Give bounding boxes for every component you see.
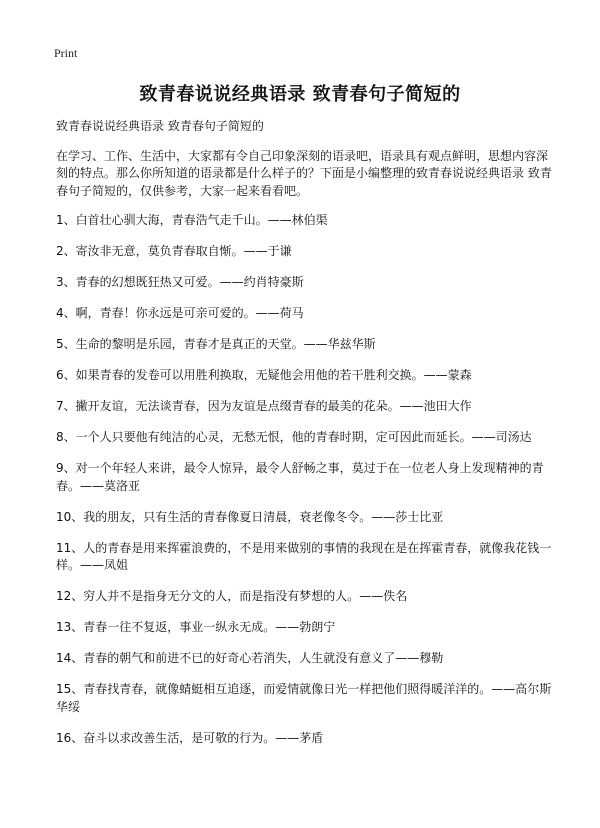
quote-item: 5、生命的黎明是乐园，青春才是真正的天堂。——华兹华斯: [56, 337, 376, 351]
quote-item: 8、一个人只要他有纯洁的心灵，无愁无恨，他的青春时期，定可因此而延长。——司汤达: [56, 430, 532, 444]
quote-item: 15、青春找青春，就像蜻蜓相互追逐，而爱情就像日光一样把他们照得暖洋洋的。——高尔斯华绥: [56, 682, 552, 714]
article-intro: 在学习、工作、生活中，大家都有令自己印象深刻的语录吧，语录具有观点鲜明，思想内容深刻的特点。那么你所知道的语录都是什么样子的？下面是小编整理的致青春说说经典语录 致青春句子简短的，仅供参考，大家一起来看看吧。: [56, 148, 552, 198]
quote-item: 10、我的朋友，只有生活的青春像夏日清晨，衰老像冬令。——莎士比亚: [56, 509, 444, 524]
quote-item: 6、如果青春的发卷可以用胜利换取，无疑他会用他的若干胜利交换。——蒙森: [56, 368, 472, 382]
article-body: [56, 118, 556, 761]
print-link[interactable]: Print: [54, 46, 78, 60]
quote-item: 13、青春一往不复返，事业一纵永无成。——勃朗宁: [56, 620, 336, 634]
page-title: 致青春说说经典语录 致青春句子简短的: [139, 84, 461, 105]
quote-list: [56, 212, 556, 747]
quote-item: 11、人的青春是用来挥霍浪费的，不是用来做别的事情的我现在是在挥霍青春，就像我花钱一样。——凤姐: [56, 540, 552, 572]
quote-item: 7、撇开友谊，无法谈青春，因为友谊是点缀青春的最美的花朵。——池田大作: [56, 399, 472, 413]
article-subtitle: 致青春说说经典语录 致青春句子简短的: [56, 119, 264, 133]
quote-item: 1、白首壮心驯大海，青春浩气走千山。——林伯渠: [56, 213, 328, 227]
quote-item: 2、寄汝非无意，莫负青春取自惭。——于谦: [56, 244, 292, 258]
quote-item: 9、对一个年轻人来讲，最令人惊异，最令人舒畅之事，莫过于在一位老人身上发现精神的青春。——莫洛亚: [56, 461, 544, 493]
quote-item: 4、啊，青春！你永远是可亲可爱的。——荷马: [56, 306, 304, 320]
quote-item: 14、青春的朝气和前进不已的好奇心若消失，人生就没有意义了——穆勒: [56, 651, 444, 665]
quote-item: 12、穷人并不是指身无分文的人，而是指没有梦想的人。——佚名: [56, 589, 408, 603]
quote-item: 16、奋斗以求改善生活，是可敬的行为。——茅盾: [56, 730, 324, 745]
quote-item: 3、青春的幻想既狂热又可爱。——约肖特豪斯: [56, 275, 304, 289]
